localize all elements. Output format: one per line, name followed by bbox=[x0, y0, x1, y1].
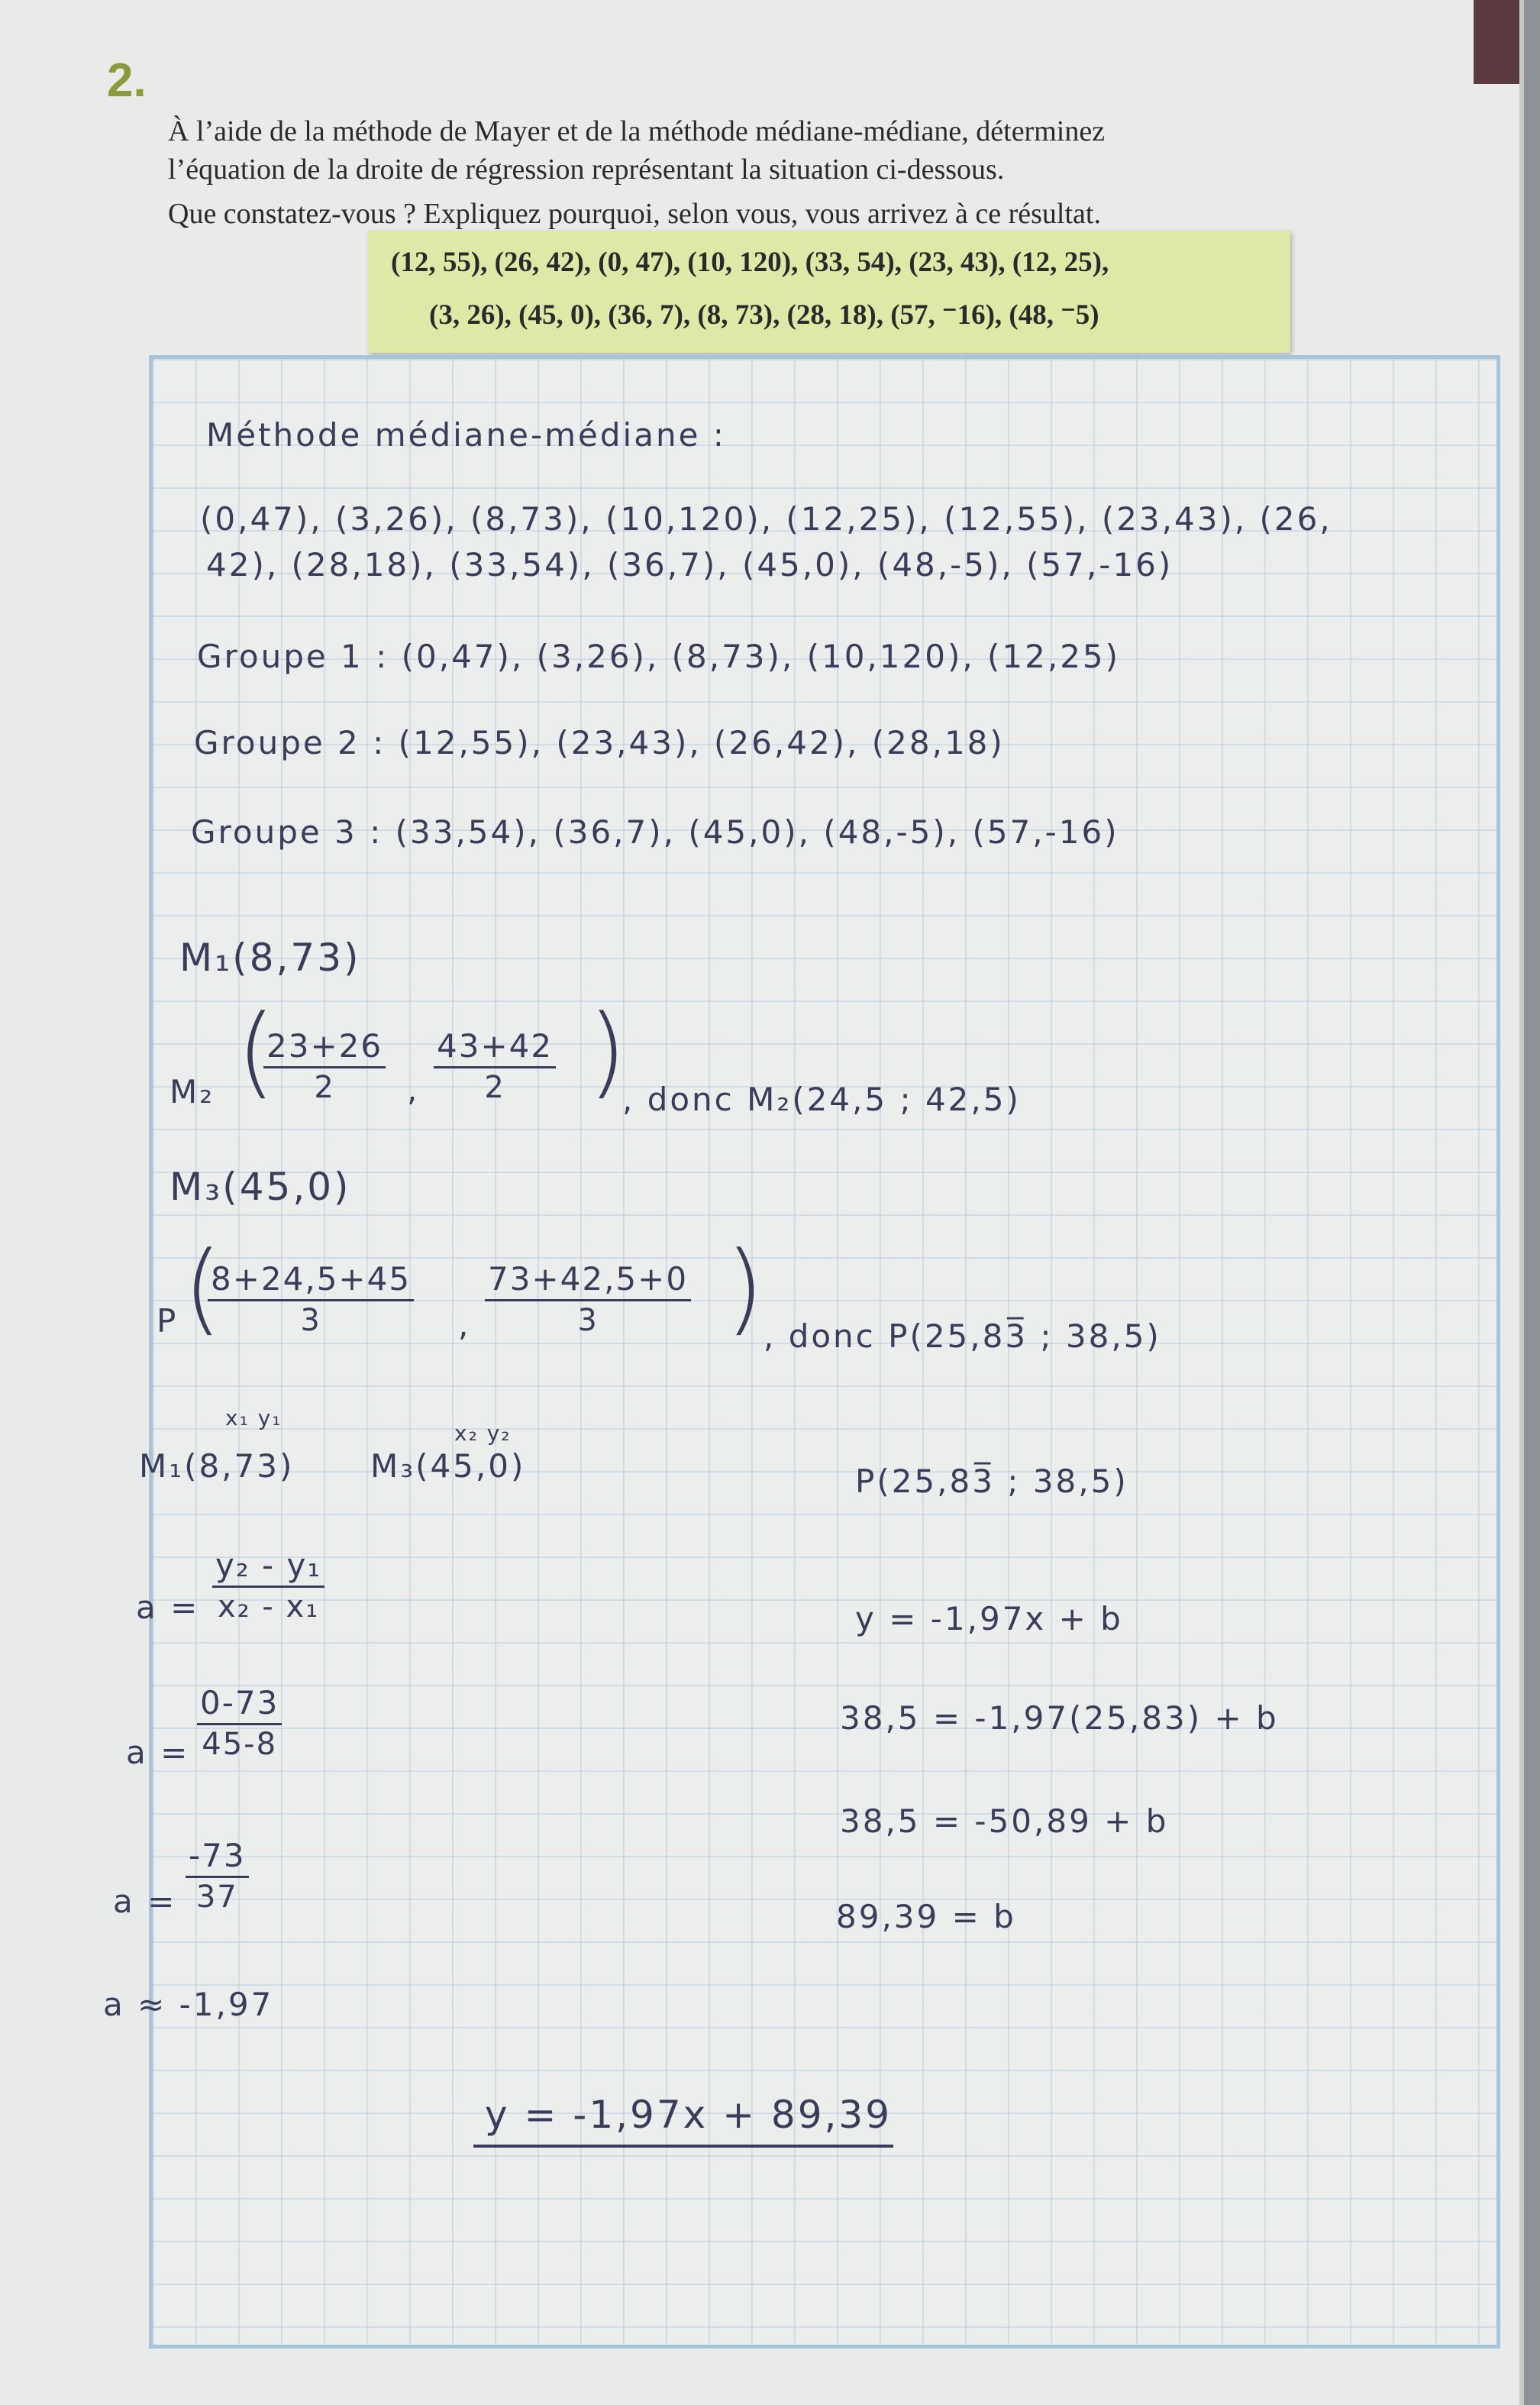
m3-pair: M₃(45,0) bbox=[370, 1447, 526, 1485]
a-label-2: a = bbox=[126, 1734, 190, 1771]
instruction-line-2: l’équation de la droite de régression représentant la situation ci-dessous. bbox=[168, 154, 1005, 186]
a-label-1: a = bbox=[136, 1589, 200, 1626]
m2-label: M₂ bbox=[169, 1073, 215, 1110]
m2-x-denominator: 2 bbox=[314, 1070, 335, 1105]
m1-pair: M₁(8,73) bbox=[139, 1447, 295, 1485]
p-label: P bbox=[157, 1302, 179, 1340]
slope-substitution-denominator: 45-8 bbox=[202, 1727, 278, 1762]
slope-simplified bbox=[186, 1837, 249, 1915]
p-point-again: P(25,83̅ ; 38,5) bbox=[855, 1463, 1128, 1500]
group-3: Groupe 3 : (33,54), (36,7), (45,0), (48,-5), (57,-16) bbox=[191, 813, 1119, 851]
sorted-points-line-2: 42), (28,18), (33,54), (36,7), (45,0), (48,-5), (57,-16) bbox=[206, 546, 1174, 583]
m2-comma: , bbox=[407, 1071, 420, 1108]
final-equation-underline bbox=[473, 2145, 893, 2148]
dataset-line-2: (3, 26), (45, 0), (36, 7), (8, 73), (28, 18), (57, ⁻16), (48, ⁻5) bbox=[429, 299, 1099, 331]
sorted-points-line-1: (0,47), (3,26), (8,73), (10,120), (12,25), (12,55), (23,43), (26, bbox=[200, 500, 1332, 538]
slope-substitution-numerator: 0-73 bbox=[197, 1684, 282, 1725]
p-result: , donc P(25,83̅ ; 38,5) bbox=[764, 1317, 1161, 1355]
p-y-numerator: 73+42,5+0 bbox=[485, 1260, 691, 1301]
p-y-fraction bbox=[485, 1260, 691, 1338]
p-x-denominator: 3 bbox=[300, 1303, 321, 1338]
equation-step-2: 38,5 = -1,97(25,83) + b bbox=[840, 1699, 1279, 1737]
p-x-fraction bbox=[208, 1260, 414, 1338]
equation-step-1: y = -1,97x + b bbox=[855, 1600, 1123, 1637]
slope-formula-numerator: y₂ - y₁ bbox=[212, 1547, 324, 1588]
m2-result: , donc M₂(24,5 ; 42,5) bbox=[622, 1081, 1021, 1118]
slope-simplified-denominator: 37 bbox=[195, 1880, 238, 1915]
m2-close-paren: ) bbox=[588, 993, 627, 1109]
p-comma: , bbox=[458, 1306, 471, 1343]
p-x-numerator: 8+24,5+45 bbox=[208, 1260, 414, 1301]
equation-step-4: 89,39 = b bbox=[836, 1898, 1016, 1935]
equation-step-3: 38,5 = -50,89 + b bbox=[840, 1802, 1169, 1840]
m3-coord-labels: x₂ y₂ bbox=[454, 1421, 512, 1446]
m2-x-numerator: 23+26 bbox=[263, 1027, 386, 1068]
p-close-paren: ) bbox=[725, 1230, 764, 1346]
slope-formula-denominator: x₂ - x₁ bbox=[217, 1589, 320, 1624]
group-1: Groupe 1 : (0,47), (3,26), (8,73), (10,120), (12,25) bbox=[197, 638, 1121, 675]
m1-point: M₁(8,73) bbox=[179, 936, 361, 980]
m2-y-denominator: 2 bbox=[484, 1070, 505, 1105]
book-corner bbox=[1474, 0, 1519, 84]
m2-y-numerator: 43+42 bbox=[434, 1027, 556, 1068]
slope-substitution bbox=[197, 1684, 282, 1762]
group-2: Groupe 2 : (12,55), (23,43), (26,42), (28,18) bbox=[194, 724, 1005, 761]
p-open-paren: ( bbox=[183, 1230, 222, 1346]
problem-number: 2. bbox=[107, 54, 147, 107]
p-y-denominator: 3 bbox=[577, 1303, 599, 1338]
dataset-box bbox=[368, 231, 1290, 353]
slope-formula bbox=[212, 1547, 324, 1624]
m1-coord-labels: x₁ y₁ bbox=[225, 1405, 282, 1430]
slope-approximation: a ≈ -1,97 bbox=[103, 1986, 274, 2023]
m3-point: M₃(45,0) bbox=[169, 1165, 351, 1209]
instruction-line-1: À l’aide de la méthode de Mayer et de la méthode médiane-médiane, déterminez bbox=[168, 115, 1106, 147]
method-heading: Méthode médiane-médiane : bbox=[206, 416, 726, 454]
slope-simplified-numerator: -73 bbox=[186, 1837, 249, 1878]
m2-x-fraction bbox=[263, 1027, 386, 1105]
a-label-3: a = bbox=[113, 1883, 177, 1920]
m2-open-paren: ( bbox=[237, 993, 276, 1109]
final-equation: y = -1,97x + 89,39 bbox=[485, 2093, 893, 2137]
instruction-line-3: Que constatez-vous ? Expliquez pourquoi, selon vous, vous arrivez à ce résultat. bbox=[168, 198, 1101, 230]
m2-y-fraction bbox=[434, 1027, 556, 1105]
dataset-line-1: (12, 55), (26, 42), (0, 47), (10, 120), (33, 54), (23, 43), (12, 25), bbox=[391, 247, 1109, 278]
